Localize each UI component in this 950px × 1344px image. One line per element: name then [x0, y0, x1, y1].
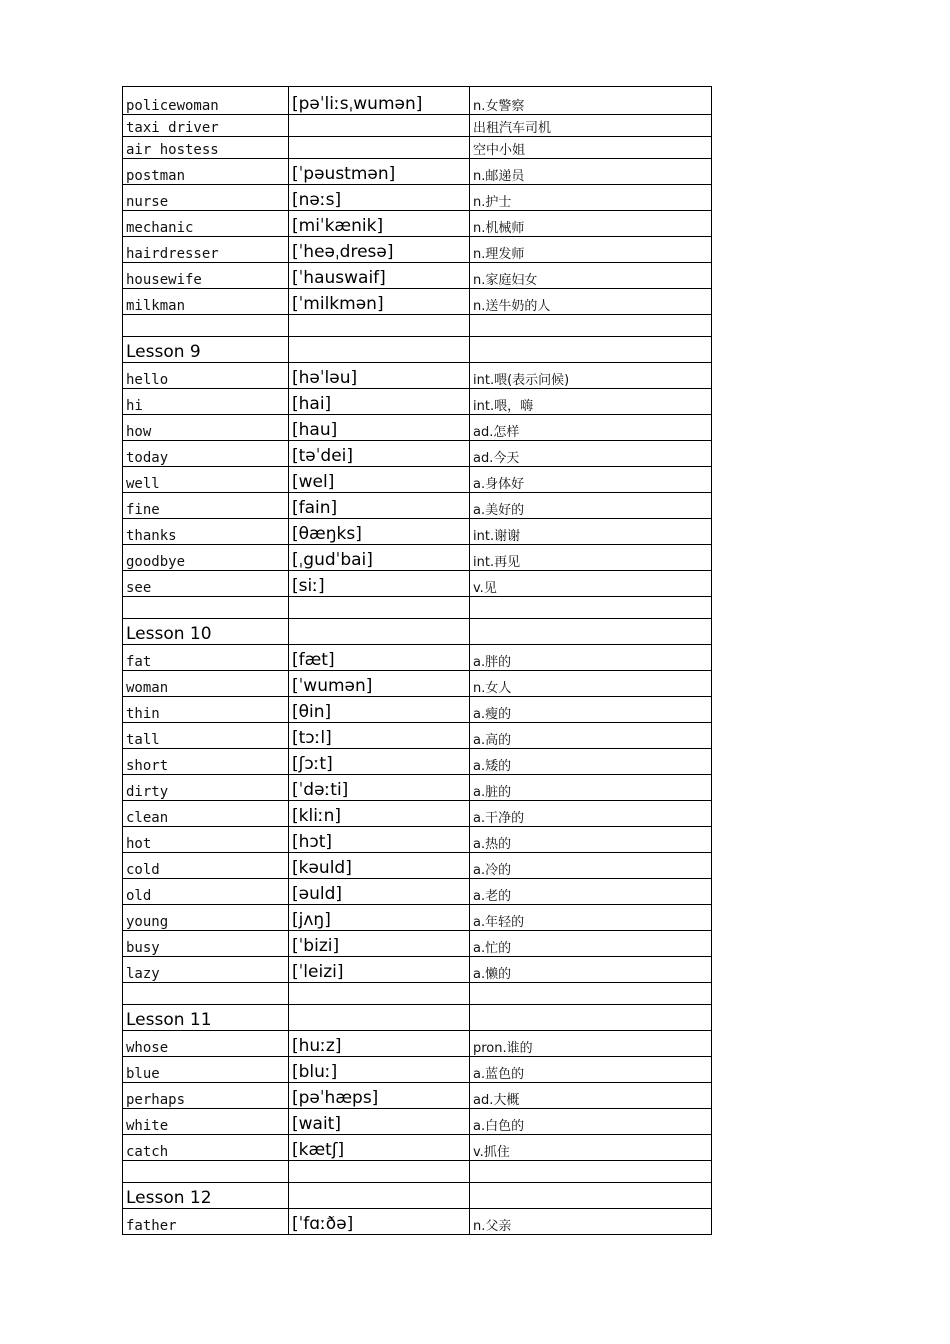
word-cell: hot: [123, 827, 289, 853]
word-cell: fat: [123, 645, 289, 671]
phonetic-cell: [ˈmilkmən]: [289, 289, 470, 315]
word-cell: busy: [123, 931, 289, 957]
meaning-cell: a.冷的: [470, 853, 712, 879]
phonetic-cell: [əuld]: [289, 879, 470, 905]
word-row: [123, 723, 712, 749]
empty-cell: [289, 1183, 470, 1209]
phonetic-cell: [θæŋks]: [289, 519, 470, 545]
empty-cell: [470, 1161, 712, 1183]
word-cell: catch: [123, 1135, 289, 1161]
word-cell: woman: [123, 671, 289, 697]
empty-cell: [123, 315, 289, 337]
word-row: [123, 801, 712, 827]
phonetic-cell: [289, 137, 470, 159]
phonetic-cell: [bluː]: [289, 1057, 470, 1083]
word-row: [123, 263, 712, 289]
meaning-cell: int.喂(表示问候): [470, 363, 712, 389]
meaning-cell: n.理发师: [470, 237, 712, 263]
word-row: [123, 697, 712, 723]
spacer-row: [123, 1161, 712, 1183]
meaning-cell: n.机械师: [470, 211, 712, 237]
word-cell: cold: [123, 853, 289, 879]
phonetic-cell: [pəˈliːsˌwumən]: [289, 87, 470, 115]
lesson-heading: Lesson 10: [123, 619, 289, 645]
word-row: [123, 931, 712, 957]
word-row: [123, 905, 712, 931]
word-cell: old: [123, 879, 289, 905]
phonetic-cell: [ˌgudˈbai]: [289, 545, 470, 571]
word-row: [123, 289, 712, 315]
meaning-cell: n.父亲: [470, 1209, 712, 1235]
word-cell: thin: [123, 697, 289, 723]
word-row: [123, 645, 712, 671]
empty-cell: [470, 619, 712, 645]
meaning-cell: int.谢谢: [470, 519, 712, 545]
word-cell: well: [123, 467, 289, 493]
meaning-cell: a.干净的: [470, 801, 712, 827]
lesson-heading-row: [123, 619, 712, 645]
word-cell: see: [123, 571, 289, 597]
word-cell: mechanic: [123, 211, 289, 237]
empty-cell: [289, 337, 470, 363]
word-row: [123, 957, 712, 983]
meaning-cell: n.邮递员: [470, 159, 712, 185]
word-cell: clean: [123, 801, 289, 827]
word-row: [123, 853, 712, 879]
meaning-cell: v.抓住: [470, 1135, 712, 1161]
meaning-cell: a.瘦的: [470, 697, 712, 723]
empty-cell: [289, 315, 470, 337]
lesson-heading-row: [123, 337, 712, 363]
phonetic-cell: [ˈhauswaif]: [289, 263, 470, 289]
word-row: [123, 211, 712, 237]
meaning-cell: n.女人: [470, 671, 712, 697]
empty-cell: [470, 1183, 712, 1209]
phonetic-cell: [təˈdei]: [289, 441, 470, 467]
word-row: [123, 115, 712, 137]
word-row: [123, 1109, 712, 1135]
word-cell: hello: [123, 363, 289, 389]
word-cell: tall: [123, 723, 289, 749]
meaning-cell: a.美好的: [470, 493, 712, 519]
phonetic-cell: [ˈdəːti]: [289, 775, 470, 801]
word-row: [123, 467, 712, 493]
word-row: [123, 775, 712, 801]
vocabulary-table-body: [123, 87, 712, 1235]
phonetic-cell: [pəˈhæps]: [289, 1083, 470, 1109]
word-row: [123, 441, 712, 467]
phonetic-cell: [ˈleizi]: [289, 957, 470, 983]
word-row: [123, 749, 712, 775]
meaning-cell: 出租汽车司机: [470, 115, 712, 137]
word-row: [123, 363, 712, 389]
spacer-row: [123, 597, 712, 619]
word-row: [123, 237, 712, 263]
phonetic-cell: [fæt]: [289, 645, 470, 671]
meaning-cell: a.白色的: [470, 1109, 712, 1135]
meaning-cell: ad.大概: [470, 1083, 712, 1109]
phonetic-cell: [kætʃ]: [289, 1135, 470, 1161]
word-cell: air hostess: [123, 137, 289, 159]
phonetic-cell: [wel]: [289, 467, 470, 493]
meaning-cell: ad.今天: [470, 441, 712, 467]
meaning-cell: pron.谁的: [470, 1031, 712, 1057]
word-row: [123, 159, 712, 185]
meaning-cell: int.再见: [470, 545, 712, 571]
word-row: [123, 1031, 712, 1057]
word-row: [123, 493, 712, 519]
phonetic-cell: [hɔt]: [289, 827, 470, 853]
word-cell: thanks: [123, 519, 289, 545]
word-cell: postman: [123, 159, 289, 185]
spacer-row: [123, 983, 712, 1005]
meaning-cell: n.家庭妇女: [470, 263, 712, 289]
phonetic-cell: [hai]: [289, 389, 470, 415]
empty-cell: [123, 597, 289, 619]
empty-cell: [123, 983, 289, 1005]
word-row: [123, 571, 712, 597]
phonetic-cell: [kəuld]: [289, 853, 470, 879]
meaning-cell: a.身体好: [470, 467, 712, 493]
word-row: [123, 185, 712, 211]
meaning-cell: a.胖的: [470, 645, 712, 671]
meaning-cell: n.护士: [470, 185, 712, 211]
word-row: [123, 1135, 712, 1161]
word-row: [123, 879, 712, 905]
meaning-cell: int.喂，嗨: [470, 389, 712, 415]
meaning-cell: a.懒的: [470, 957, 712, 983]
meaning-cell: a.老的: [470, 879, 712, 905]
word-cell: lazy: [123, 957, 289, 983]
phonetic-cell: [kliːn]: [289, 801, 470, 827]
meaning-cell: a.年轻的: [470, 905, 712, 931]
word-cell: dirty: [123, 775, 289, 801]
phonetic-cell: [ʃɔːt]: [289, 749, 470, 775]
word-row: [123, 137, 712, 159]
meaning-cell: ad.怎样: [470, 415, 712, 441]
meaning-cell: v.见: [470, 571, 712, 597]
phonetic-cell: [miˈkænik]: [289, 211, 470, 237]
meaning-cell: n.送牛奶的人: [470, 289, 712, 315]
word-cell: taxi driver: [123, 115, 289, 137]
phonetic-cell: [fain]: [289, 493, 470, 519]
phonetic-cell: [siː]: [289, 571, 470, 597]
lesson-heading-row: [123, 1005, 712, 1031]
word-row: [123, 827, 712, 853]
empty-cell: [289, 619, 470, 645]
word-cell: goodbye: [123, 545, 289, 571]
word-cell: white: [123, 1109, 289, 1135]
phonetic-cell: [ˈwumən]: [289, 671, 470, 697]
word-cell: blue: [123, 1057, 289, 1083]
phonetic-cell: [jʌŋ]: [289, 905, 470, 931]
empty-cell: [470, 983, 712, 1005]
empty-cell: [289, 1005, 470, 1031]
phonetic-cell: [ˈfɑːðə]: [289, 1209, 470, 1235]
empty-cell: [289, 1161, 470, 1183]
phonetic-cell: [tɔːl]: [289, 723, 470, 749]
word-row: [123, 1057, 712, 1083]
phonetic-cell: [289, 115, 470, 137]
word-cell: hi: [123, 389, 289, 415]
word-cell: policewoman: [123, 87, 289, 115]
vocabulary-table: [122, 86, 712, 1235]
phonetic-cell: [hau]: [289, 415, 470, 441]
word-cell: milkman: [123, 289, 289, 315]
meaning-cell: 空中小姐: [470, 137, 712, 159]
word-row: [123, 545, 712, 571]
phonetic-cell: [ˈpəustmən]: [289, 159, 470, 185]
phonetic-cell: [ˈheəˌdresə]: [289, 237, 470, 263]
word-row: [123, 415, 712, 441]
meaning-cell: a.脏的: [470, 775, 712, 801]
phonetic-cell: [wait]: [289, 1109, 470, 1135]
empty-cell: [470, 337, 712, 363]
word-row: [123, 389, 712, 415]
word-row: [123, 1209, 712, 1235]
empty-cell: [289, 983, 470, 1005]
word-row: [123, 671, 712, 697]
meaning-cell: a.蓝色的: [470, 1057, 712, 1083]
word-cell: today: [123, 441, 289, 467]
meaning-cell: n.女警察: [470, 87, 712, 115]
phonetic-cell: [həˈləu]: [289, 363, 470, 389]
word-cell: nurse: [123, 185, 289, 211]
word-cell: how: [123, 415, 289, 441]
phonetic-cell: [nəːs]: [289, 185, 470, 211]
word-row: [123, 1083, 712, 1109]
empty-cell: [470, 315, 712, 337]
word-cell: short: [123, 749, 289, 775]
phonetic-cell: [huːz]: [289, 1031, 470, 1057]
word-cell: hairdresser: [123, 237, 289, 263]
lesson-heading: Lesson 11: [123, 1005, 289, 1031]
meaning-cell: a.热的: [470, 827, 712, 853]
word-cell: whose: [123, 1031, 289, 1057]
empty-cell: [470, 1005, 712, 1031]
lesson-heading: Lesson 9: [123, 337, 289, 363]
word-row: [123, 87, 712, 115]
empty-cell: [123, 1161, 289, 1183]
phonetic-cell: [ˈbizi]: [289, 931, 470, 957]
word-cell: fine: [123, 493, 289, 519]
empty-cell: [289, 597, 470, 619]
lesson-heading-row: [123, 1183, 712, 1209]
empty-cell: [470, 597, 712, 619]
lesson-heading: Lesson 12: [123, 1183, 289, 1209]
word-cell: perhaps: [123, 1083, 289, 1109]
word-cell: young: [123, 905, 289, 931]
meaning-cell: a.矮的: [470, 749, 712, 775]
word-cell: father: [123, 1209, 289, 1235]
word-row: [123, 519, 712, 545]
meaning-cell: a.高的: [470, 723, 712, 749]
phonetic-cell: [θin]: [289, 697, 470, 723]
meaning-cell: a.忙的: [470, 931, 712, 957]
spacer-row: [123, 315, 712, 337]
word-cell: housewife: [123, 263, 289, 289]
